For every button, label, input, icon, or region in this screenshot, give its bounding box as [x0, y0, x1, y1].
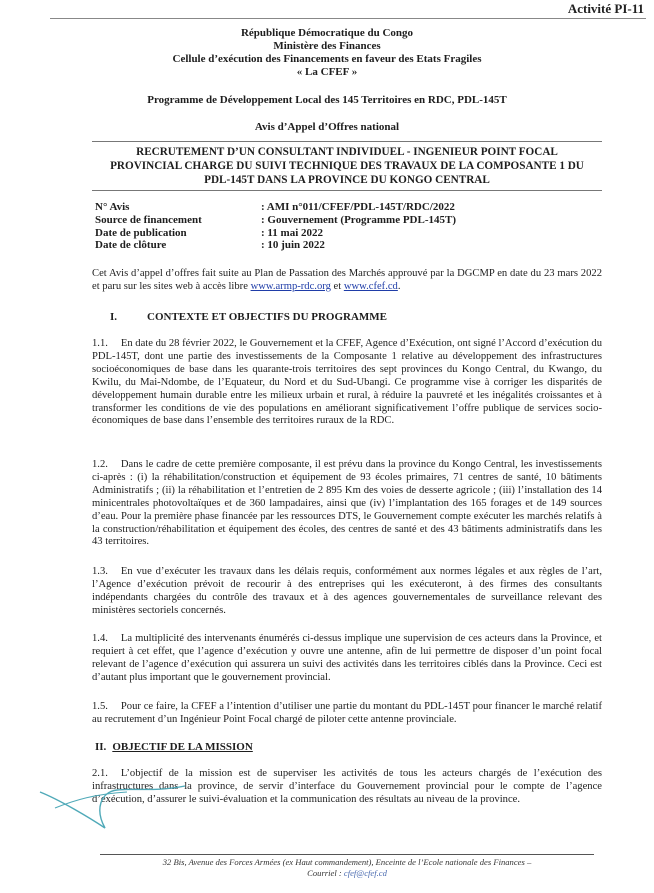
paragraph-1-3 — [92, 566, 602, 618]
notice-title — [92, 145, 602, 187]
top-rule — [50, 18, 646, 19]
armp-link[interactable]: www.armp-rdc.org — [250, 280, 331, 292]
section-number: II. — [95, 741, 107, 753]
paragraph-number: 1.1. — [92, 338, 108, 349]
info-value: : Gouvernement (Programme PDL-145T) — [261, 213, 456, 226]
section-title: OBJECTIF DE LA MISSION — [112, 741, 253, 753]
intro-text: Cet Avis d’appel d’offres fait suite au Plan de Passation des Marchés approuvé par la DGCMP en date du 23 mars 2022 et paru sur les sites web à accès libre — [92, 268, 602, 292]
section-2-heading — [95, 741, 253, 753]
paragraph-text: La multiplicité des intervenants énumérés ci-dessus implique une supervision de ces acteurs dans la Province, et requiert à cet effet, que l’agence d’exécution y ouvre une antenne, afin de lui permettre de disposer d’un point focal relevant de l’agence d’exécution qui assurera un suivi des activités dans les territoires ciblés dans la Province. Ceci est d’autant plus important que le gouvernement provincial. — [92, 633, 602, 683]
intro-end: . — [397, 280, 401, 292]
info-row — [95, 239, 456, 252]
notice-title-line: RECRUTEMENT D’UN CONSULTANT INDIVIDUEL - INGENIEUR POINT FOCAL — [136, 146, 558, 158]
info-value: : 10 juin 2022 — [261, 239, 325, 252]
footer-line: 32 Bis, Avenue des Forces Armées (ex Haut commandement), Enceinte de l’Ecole nationale des Finances – — [162, 857, 532, 867]
handwritten-mark — [35, 770, 215, 840]
title-rule-bottom — [92, 190, 602, 191]
notice-title-line: PDL-145T DANS LA PROVINCE DU KONGO CENTRAL — [204, 174, 490, 186]
header-notice-type: Avis d’Appel d’Offres national — [254, 121, 400, 133]
paragraph-text: En date du 28 février 2022, le Gouvernement et la CFEF, Agence d’Exécution, ont signé l’Accord d’exécution du PDL-145T, dont une partie des investissements de la Composante 1 relative au développement des infrastructures socioéconomiques de base dans les quarante-trois territoires des sept provinces du Kongo Central, du Kwango, du Kwilu, du Mai-Ndombe, de l’Equateur, du Nord et du Sud-Ubangi. Ce programme vise à corriger les disparités de développement humain durable entre les milieux urbain et rural, à réduire la pauvreté et les inégalités croissantes et à transformer les conditions de vie des populations en améliorant significativement l’offre publique de services socio-économiques de base dans l’ensemble des territoires ruraux de la RDC. — [92, 338, 602, 427]
paragraph-text: Pour ce faire, la CFEF a l’intention d’utiliser une partie du montant du PDL-145T pour financer le marché relatif au recrutement d’un Ingénieur Point Focal chargé de piloter cette antenne provinciale. — [92, 701, 602, 725]
header-ministry: Ministère des Finances — [273, 40, 381, 52]
paragraph-1-1 — [92, 338, 602, 428]
footer-address — [100, 857, 594, 879]
paragraph-1-2 — [92, 459, 602, 549]
info-row — [95, 214, 456, 227]
footer-line — [100, 868, 594, 879]
title-rule-top — [92, 141, 602, 142]
paragraph-number: 1.2. — [92, 459, 108, 470]
info-key: Date de publication — [95, 226, 187, 239]
header-programme: Programme de Développement Local des 145 Territoires en RDC, PDL-145T — [147, 94, 507, 106]
info-value: : 11 mai 2022 — [261, 226, 324, 239]
paragraph-number: 1.5. — [92, 701, 108, 712]
paragraph-number: 1.3. — [92, 566, 108, 577]
section-number: I. — [110, 311, 118, 323]
cfef-link[interactable]: www.cfef.cd — [343, 280, 398, 292]
section-1-heading — [110, 311, 387, 323]
paragraph-text: Dans le cadre de cette première composante, il est prévu dans la province du Kongo Central, les investissements ci-après : (i) la réhabilitation/construction et équipement de 93 écoles primaires, 71 centres de santé, 10 bâtiments Administratifs ; (ii) la réhabilitation et l’entretien de 2 895 Km des voies de desserte agricole ; (iii) l’installation des 14 minicentrales photovoltaïques et de 360 lampadaires, ainsi que (iv) l’implantation des 165 forages et de 149 sources d’eau. Pour la première phase financée par les ressources DTS, le Gouvernement compte exécuter les marchés relatifs à la construction/réhabilitation et équipement des écoles, des centres de santé et des 43 bâtiments administratifs dans les 43 territoires. — [92, 459, 602, 548]
footer-email-label: Courriel : — [307, 868, 344, 878]
info-key: Source de financement — [95, 213, 202, 226]
section-title: CONTEXTE ET OBJECTIFS DU PROGRAMME — [147, 311, 388, 323]
info-row — [95, 201, 456, 214]
footer-email[interactable]: cfef@cfef.cd — [343, 868, 387, 878]
paragraph-1-5 — [92, 701, 602, 727]
header-acronym: « La CFEF » — [296, 66, 358, 78]
activity-label: Activité PI-11 — [567, 1, 644, 16]
paragraph-text: En vue d’exécuter les travaux dans les délais requis, conformément aux normes légales et aux règles de l’art, l’Agence d’exécution prévoit de recourir à des entreprises qui les exécuteront, à des firmes des consultants indépendants chargées du contrôle des travaux et à des agences gouvernementales de surveillance relevant des ministères sectoriels concernés. — [92, 566, 602, 616]
info-key: N° Avis — [95, 201, 130, 213]
notice-title-line: PROVINCIAL CHARGE DU SUIVI TECHNIQUE DES TRAVAUX DE LA COMPOSANTE 1 DU — [110, 160, 584, 172]
info-value: : AMI n°011/CFEF/PDL-145T/RDC/2022 — [261, 201, 455, 213]
header-cell: Cellule d’exécution des Financements en faveur des Etats Fragiles — [172, 53, 482, 65]
info-key: Date de clôture — [95, 239, 167, 252]
footer-rule — [100, 854, 594, 855]
paragraph-number: 1.4. — [92, 633, 108, 644]
intro-and: et — [330, 280, 344, 292]
paragraph-1-4 — [92, 633, 602, 685]
notice-info-table — [95, 201, 456, 252]
info-row — [95, 227, 456, 240]
paragraph-text: L’objectif de la mission est de superviser les activités de tous les acteurs chargés de l’exécution des infrastructures dans la province, de servir d’interface du Gouvernement provincial pour le compte de l’agence d’exécution, d’assurer le suivi-évaluation et la communication des résultats au niveau de la province. — [92, 768, 602, 805]
header-country: République Démocratique du Congo — [240, 27, 414, 39]
paragraph-number: 2.1. — [92, 768, 108, 779]
intro-paragraph — [92, 268, 602, 294]
